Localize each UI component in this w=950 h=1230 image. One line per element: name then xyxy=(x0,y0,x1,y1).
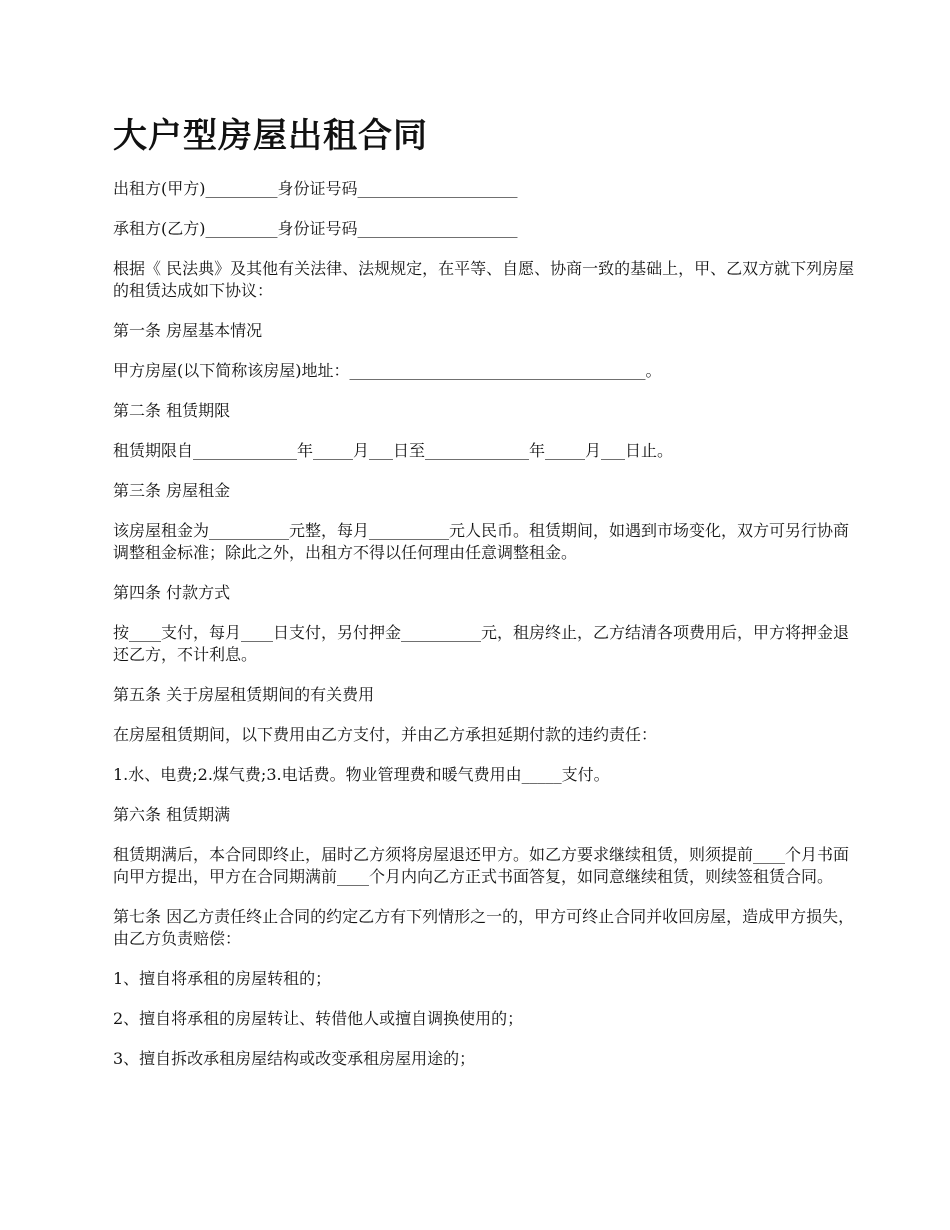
document-page xyxy=(113,108,858,1088)
article-7-item-2: 2、擅自将承租的房屋转让、转借他人或擅自调换使用的； xyxy=(113,1009,524,1028)
article-7-heading: 第七条 因乙方责任终止合同的约定乙方有下列情形之一的，甲方可终止合同并收回房屋，造成甲方损失，由乙方负责赔偿： xyxy=(113,907,855,948)
article-2-text: 租赁期限自_____________年_____月___日至_____________年_____月___日止。 xyxy=(113,441,674,460)
article-6-heading: 第六条 租赁期满 xyxy=(113,805,231,824)
article-5-items: 1.水、电费;2.煤气费;3.电话费。物业管理费和暖气费用由_____支付。 xyxy=(113,765,610,784)
article-3-heading: 第三条 房屋租金 xyxy=(113,481,231,500)
article-5-heading: 第五条 关于房屋租赁期间的有关费用 xyxy=(113,685,375,704)
document-title: 大户型房屋出租合同 xyxy=(113,116,428,156)
article-4-text: 按____支付，每月____日支付，另付押金__________元，租房终止，乙方结清各项费用后，甲方将押金退还乙方，不计利息。 xyxy=(113,623,850,664)
lessor-line: 出租方(甲方)_________身份证号码____________________ xyxy=(113,179,518,198)
article-1-heading: 第一条 房屋基本情况 xyxy=(113,321,263,340)
article-4-heading: 第四条 付款方式 xyxy=(113,583,231,602)
article-6-text: 租赁期满后，本合同即终止，届时乙方须将房屋退还甲方。如乙方要求继续租赁，则须提前____个月书面向甲方提出，甲方在合同期满前____个月内向乙方正式书面答复，如同意继续租赁，则续签租赁合同。 xyxy=(113,845,850,886)
article-2-heading: 第二条 租赁期限 xyxy=(113,401,231,420)
article-1-text: 甲方房屋(以下简称该房屋)地址：_____________________________________。 xyxy=(113,361,662,380)
lessee-line: 承租方(乙方)_________身份证号码____________________ xyxy=(113,219,518,238)
preamble-paragraph: 根据《 民法典》及其他有关法律、法规规定，在平等、自愿、协商一致的基础上，甲、乙双方就下列房屋的租赁达成如下协议： xyxy=(113,259,855,300)
article-7-item-3: 3、擅自拆改承租房屋结构或改变承租房屋用途的； xyxy=(113,1049,476,1068)
article-5-text: 在房屋租赁期间，以下费用由乙方支付，并由乙方承担延期付款的违约责任： xyxy=(113,725,658,744)
article-3-text: 该房屋租金为__________元整，每月__________元人民币。租赁期间，如遇到市场变化，双方可另行协商调整租金标准；除此之外，出租方不得以任何理由任意调整租金。 xyxy=(113,521,850,562)
article-7-item-1: 1、擅自将承租的房屋转租的； xyxy=(113,969,332,988)
